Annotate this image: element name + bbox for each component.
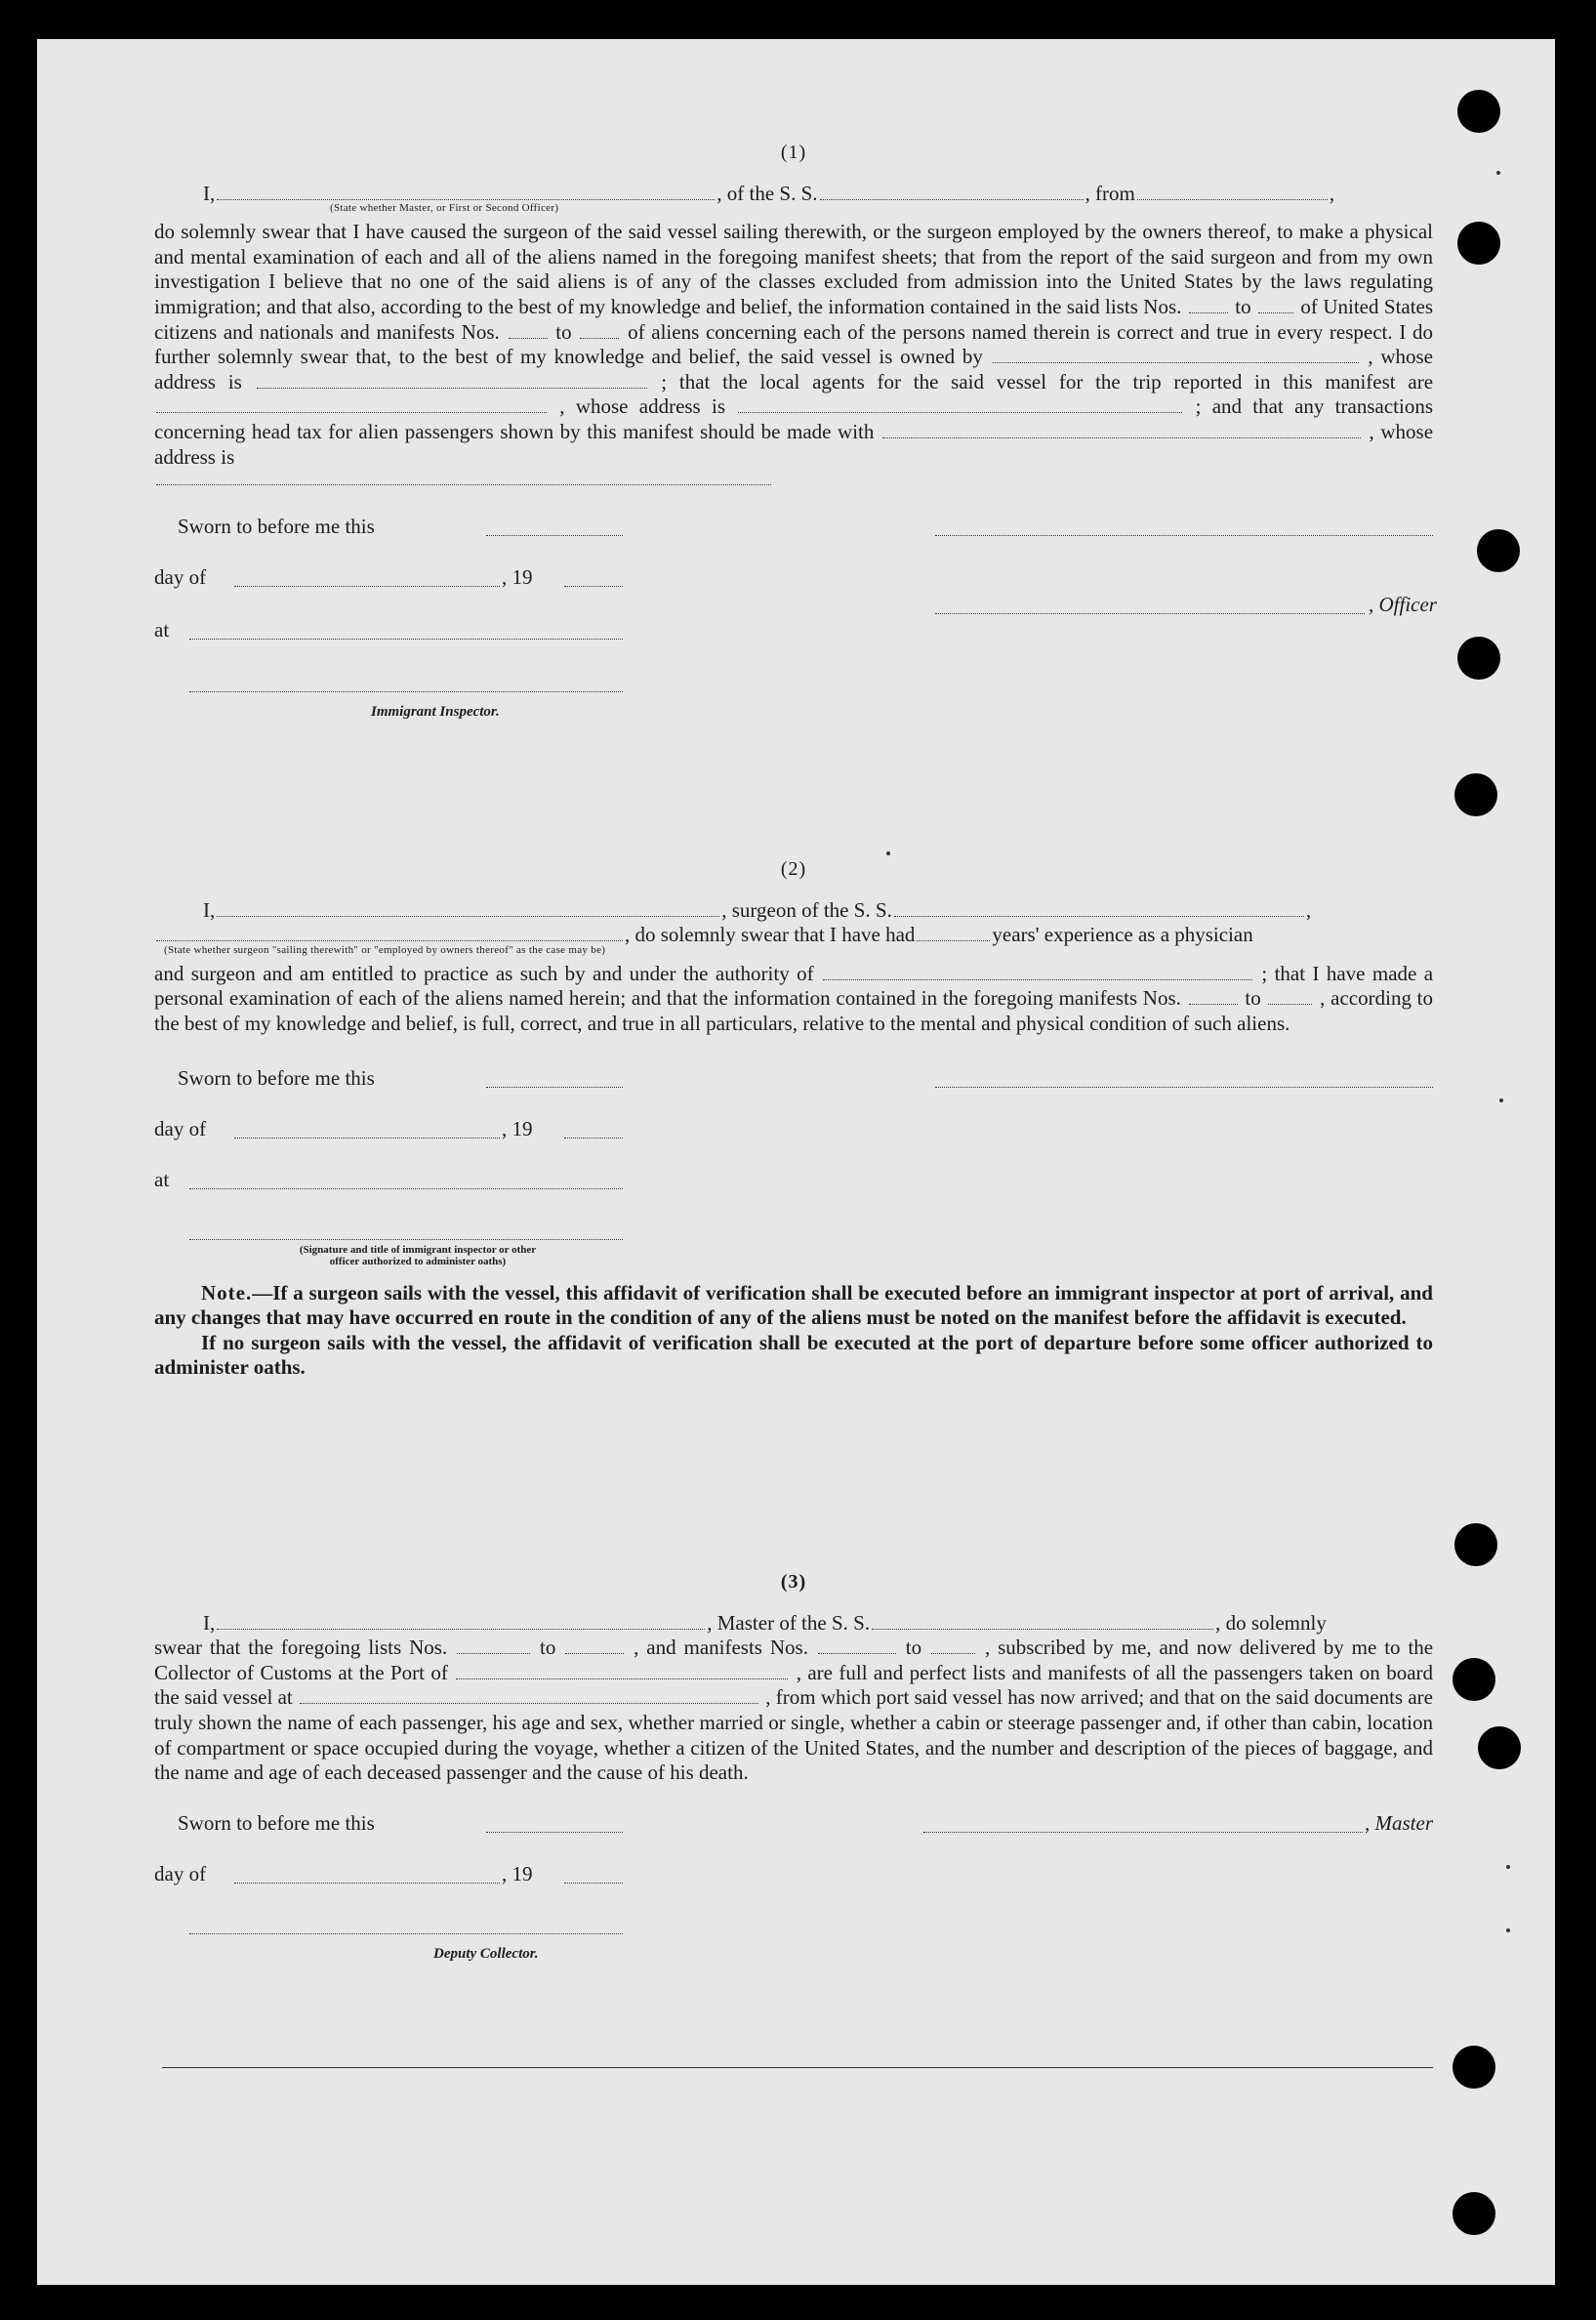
punch-hole (1453, 1658, 1495, 1701)
years-blank[interactable] (917, 939, 990, 941)
port-blank[interactable] (456, 1678, 788, 1679)
to-text: to (1235, 294, 1251, 318)
master-vessel-blank[interactable] (872, 1628, 1213, 1630)
head-tax-address-blank[interactable] (156, 483, 771, 485)
comma-text: , (1329, 181, 1335, 205)
sworn-text: Sworn to before me this (178, 1810, 375, 1835)
surgeon-manifests-to-blank[interactable] (1268, 1003, 1312, 1005)
day-of-text: day of (154, 1116, 207, 1140)
punch-hole (1453, 2192, 1495, 2235)
note-paragraph (154, 1281, 1433, 1331)
oath-text: of United States citizens and nationals and manifests Nos. (154, 294, 1434, 344)
surgeon-manifests-from-blank[interactable] (1189, 1003, 1238, 1005)
year-text: , 19 (502, 1861, 533, 1885)
to-text: to (905, 1636, 922, 1660)
at-blank[interactable] (189, 638, 623, 640)
year-blank[interactable] (564, 1137, 623, 1139)
officer-signature-blank-top[interactable] (935, 534, 1433, 536)
speck (1506, 1928, 1510, 1932)
officer-text: , Officer (1369, 593, 1437, 617)
vessel-name-blank[interactable] (820, 198, 1084, 200)
master-oath-text: swear that the foregoing lists Nos. (154, 1636, 448, 1660)
master-oath-text: , from which (765, 1685, 872, 1710)
officer-caption: (State whether Master, or First or Second Officer) (330, 202, 559, 215)
note-text: If no surgeon sails with the vessel, the affidavit of verification shall be executed at the port of departure before some officer authorized to administer oaths. (154, 1330, 1433, 1380)
prefix-text: I, (203, 181, 216, 205)
surgeon-vessel-blank[interactable] (894, 915, 1304, 917)
day-of-blank[interactable] (234, 1882, 500, 1884)
surgeon-text: , surgeon of the S. S. (721, 897, 892, 922)
officer-signature-blank[interactable] (935, 612, 1365, 614)
master-text: , Master of the S. S. (707, 1610, 871, 1635)
master-sig-text: , Master (1365, 1810, 1433, 1835)
affidavit-section-2 (154, 857, 1433, 1381)
oath-text: of aliens concerning each of the persons named therein is correct and true in every respect. I do further solemnly swear that, to the best of my knowledge and belief, the said vessel is owned by (154, 319, 1434, 369)
officer-name-blank[interactable] (217, 198, 715, 200)
speck (886, 851, 890, 855)
master-lists-to-blank[interactable] (565, 1652, 624, 1654)
day-of-text: day of (154, 1861, 207, 1885)
prefix-text: I, (203, 897, 216, 922)
master-signature-blank[interactable] (923, 1831, 1363, 1833)
section-number: (3) (780, 1571, 807, 1593)
comma-text: , (559, 394, 565, 419)
master-paragraph (154, 1636, 1433, 1786)
signature-block-1 (154, 515, 1437, 749)
master-line (154, 1611, 1433, 1636)
master-oath-text: delivered by me to the Collector of Customs at the Port of (154, 1636, 1434, 1684)
owner-address-blank[interactable] (257, 387, 647, 389)
sworn-day-blank[interactable] (486, 1086, 623, 1088)
surgeon-line (154, 898, 1433, 924)
bottom-rule (162, 2067, 1433, 2068)
inspector-caption: Immigrant Inspector. (371, 704, 500, 721)
signature-block-3 (154, 1811, 1433, 1968)
punch-hole (1477, 529, 1520, 572)
manifests-from-blank[interactable] (509, 337, 548, 339)
inspector-signature-blank[interactable] (189, 1238, 623, 1240)
swear-text: , do solemnly swear that I have had (625, 923, 916, 947)
oath-text: do solemnly swear that I have caused the surgeon of the said vessel sailing therewith, or the surgeon employed by the owners thereof, to make a physical and mental examination of each and all of the aliens named in the foregoing manifest sheets; that from the report of the said surgeon and from my own investigation I believe that no one of the said aliens is of any of the classes excluded from admission into the United States by the laws regulating immigration; and that also, according to the best of my knowledge and belief, the information contained in the said lists Nos. (154, 220, 1433, 318)
punch-hole (1478, 1726, 1521, 1769)
master-oath-text: , and manifests Nos. (634, 1636, 808, 1660)
signature-block-2 (154, 1066, 1433, 1281)
speck (1506, 1865, 1510, 1869)
inspector-signature-blank[interactable] (189, 690, 623, 692)
solemnly-text: , do solemnly (1215, 1610, 1327, 1635)
semicolon-text: ; (661, 369, 668, 394)
sworn-day-blank[interactable] (486, 1831, 623, 1833)
at-text: at (154, 1167, 170, 1191)
agents-address-blank[interactable] (738, 411, 1182, 413)
surgeon-caption: (State whether surgeon "sailing therewith" or "employed by owners thereof" as the case may be) (164, 943, 606, 956)
whose-text: , whose address is (154, 419, 1434, 469)
ss-text: , of the S. S. (716, 181, 818, 205)
at-text: at (154, 618, 170, 642)
punch-hole (1457, 637, 1500, 680)
lists-to-blank[interactable] (1258, 311, 1293, 313)
master-oath-text: , are full and perfect lists and (796, 1660, 1042, 1684)
at-blank[interactable] (189, 1187, 623, 1189)
oath-paragraph (154, 220, 1433, 470)
semicolon-text: ; (1261, 961, 1268, 985)
from-text: , from (1084, 181, 1135, 205)
master-oath-text: port said vessel has now arrived; and that on the said documents are truly shown the name of each passenger, his age and sex, whether married or single, whether a cabin or steerage passenger and, if other than cabin, location of compartment or space occupied during the voyage, whether a citizen of the United States, and the number and description of the pieces of baggage, and the name and age of each deceased passenger and the cause of his death. (154, 1685, 1433, 1785)
year-text: , 19 (502, 565, 533, 590)
affidavit-section-3 (154, 1570, 1433, 1968)
speck (1496, 171, 1500, 175)
years-text: years' experience as a physician (992, 923, 1253, 947)
punch-hole (1454, 1523, 1497, 1566)
surgeon-name-blank[interactable] (217, 915, 719, 917)
punch-hole (1457, 222, 1500, 265)
note-text: —If a surgeon sails with the vessel, this affidavit of verification shall be executed before an immigrant inspector at port of arrival, and any changes that may have occurred en route in the condition of any of the aliens must be noted on the manifest before the affidavit is executed. (154, 1280, 1433, 1330)
surgeon-oath-text: that I have made a personal examination of each of the aliens named herein; and that the information contained in the foregoing manifests Nos. (154, 961, 1434, 1011)
note-paragraph-2 (154, 1331, 1433, 1381)
master-oath-text: manifests of all the passengers taken on board the said vessel at (154, 1660, 1434, 1710)
embark-port-blank[interactable] (300, 1702, 758, 1704)
signature-caption: (Signature and title of immigrant inspector or other officer authorized to administer oaths) (299, 1243, 537, 1267)
master-name-blank[interactable] (217, 1628, 705, 1630)
master-lists-from-blank[interactable] (457, 1652, 530, 1654)
section-number: (1) (780, 142, 807, 163)
surgeon-oath-text: , according to the best of my knowledge and belief, is full, correct, and true in all particulars, relative to the mental and physical condition of such aliens. (154, 986, 1434, 1035)
note-label: Note. (201, 1280, 253, 1305)
punch-hole (1454, 773, 1497, 816)
comma-text: , (1305, 897, 1312, 922)
year-blank[interactable] (564, 1882, 623, 1884)
oath-text: that the local agents for the said vessel for the trip reported in this manifest are (678, 369, 1434, 394)
lists-from-blank[interactable] (1189, 311, 1228, 313)
form-page (37, 39, 1555, 2285)
sworn-text: Sworn to before me this (178, 1065, 375, 1090)
punch-hole (1457, 90, 1500, 133)
speck (1499, 1098, 1503, 1102)
section-number: (2) (780, 858, 807, 880)
owner-blank[interactable] (993, 361, 1359, 363)
surgeon-paragraph (154, 962, 1433, 1037)
surgeon-signature-blank[interactable] (935, 1086, 1433, 1088)
sworn-day-blank[interactable] (486, 534, 623, 536)
day-of-text: day of (154, 565, 207, 590)
to-text: to (555, 319, 572, 344)
year-text: , 19 (502, 1116, 533, 1140)
deputy-signature-blank[interactable] (189, 1932, 623, 1934)
year-blank[interactable] (564, 585, 623, 587)
to-text: to (1245, 986, 1261, 1011)
surgeon-oath-text: and surgeon and am entitled to practice as such by and under the authority of (154, 961, 814, 985)
manifests-to-blank[interactable] (580, 337, 619, 339)
head-tax-blank[interactable] (882, 436, 1361, 438)
deputy-caption: Deputy Collector. (433, 1945, 539, 1962)
sworn-text: Sworn to before me this (178, 515, 375, 539)
day-of-blank[interactable] (234, 585, 500, 587)
master-manifests-from-blank[interactable] (818, 1652, 896, 1654)
authority-blank[interactable] (823, 978, 1252, 980)
whose-text: , whose address is (154, 345, 1434, 394)
from-port-blank[interactable] (1137, 198, 1328, 200)
oath-text: whose address is (575, 394, 726, 419)
oath-text: ; and that any transactions concerning head tax for alien passengers shown by this manifest should be made with (154, 394, 1433, 443)
to-text: to (539, 1636, 556, 1660)
day-of-blank[interactable] (234, 1137, 500, 1139)
agents-blank[interactable] (156, 411, 547, 413)
affidavit-section-1 (154, 141, 1437, 749)
surgeon-status-blank[interactable] (156, 939, 623, 941)
master-manifests-to-blank[interactable] (931, 1652, 975, 1654)
prefix-text: I, (203, 1610, 216, 1635)
master-oath-text: , subscribed by me, and now (984, 1636, 1232, 1660)
punch-hole (1453, 2046, 1495, 2089)
